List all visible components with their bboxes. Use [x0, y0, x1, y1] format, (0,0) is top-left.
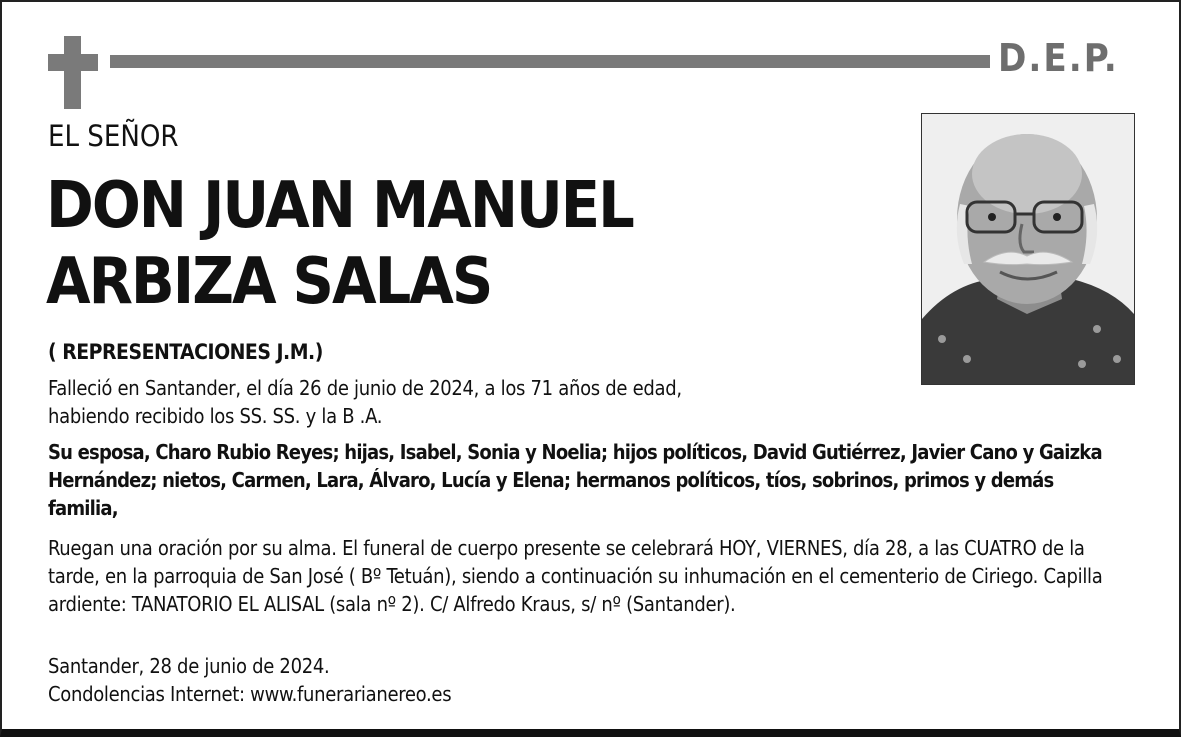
funeral-details: Ruegan una oración por su alma. El funeral de cuerpo presente se celebrará HOY, VIERNES, día 28, a las CUATRO de la tarde, en la parroquia de San José ( Bº Tetuán), siendo a continuación su inhumación en el cementerio de Ciriego. Capilla ardiente: TANATORIO EL ALISAL (sala nº 2). C/ Alfredo Kraus, s/ nº (Santander). — [48, 536, 1103, 616]
dep-badge: D.E.P. — [998, 36, 1119, 80]
condolences-link: Condolencias Internet: www.funerarianereo.es — [48, 682, 452, 706]
header-rule — [110, 55, 990, 68]
name-line-1: DON JUAN MANUEL — [46, 169, 633, 243]
place-date: Santander, 28 de junio de 2024. — [48, 654, 330, 678]
death-line-2: habiendo recibido los SS. SS. y la B .A. — [48, 404, 383, 428]
cross-icon-bar — [48, 54, 98, 71]
company-name: ( REPRESENTACIONES J.M.) — [48, 340, 323, 364]
deceased-name — [46, 168, 633, 320]
death-line-1: Falleció en Santander, el día 26 de junio de 2024, a los 71 años de edad, — [48, 376, 682, 400]
cross-icon — [64, 36, 81, 109]
honorific: EL SEÑOR — [48, 119, 179, 153]
portrait-illustration — [922, 114, 1134, 384]
family-list: Su esposa, Charo Rubio Reyes; hijas, Isabel, Sonia y Noelia; hijos políticos, David Gutiérrez, Javier Cano y Gaizka Hernández; nietos, Carmen, Lara, Álvaro, Lucía y Elena; hermanos políticos, tíos, sobrinos, primos y demás familia, — [48, 440, 1102, 520]
name-line-2: ARBIZA SALAS — [46, 245, 492, 319]
portrait-photo — [921, 113, 1135, 385]
